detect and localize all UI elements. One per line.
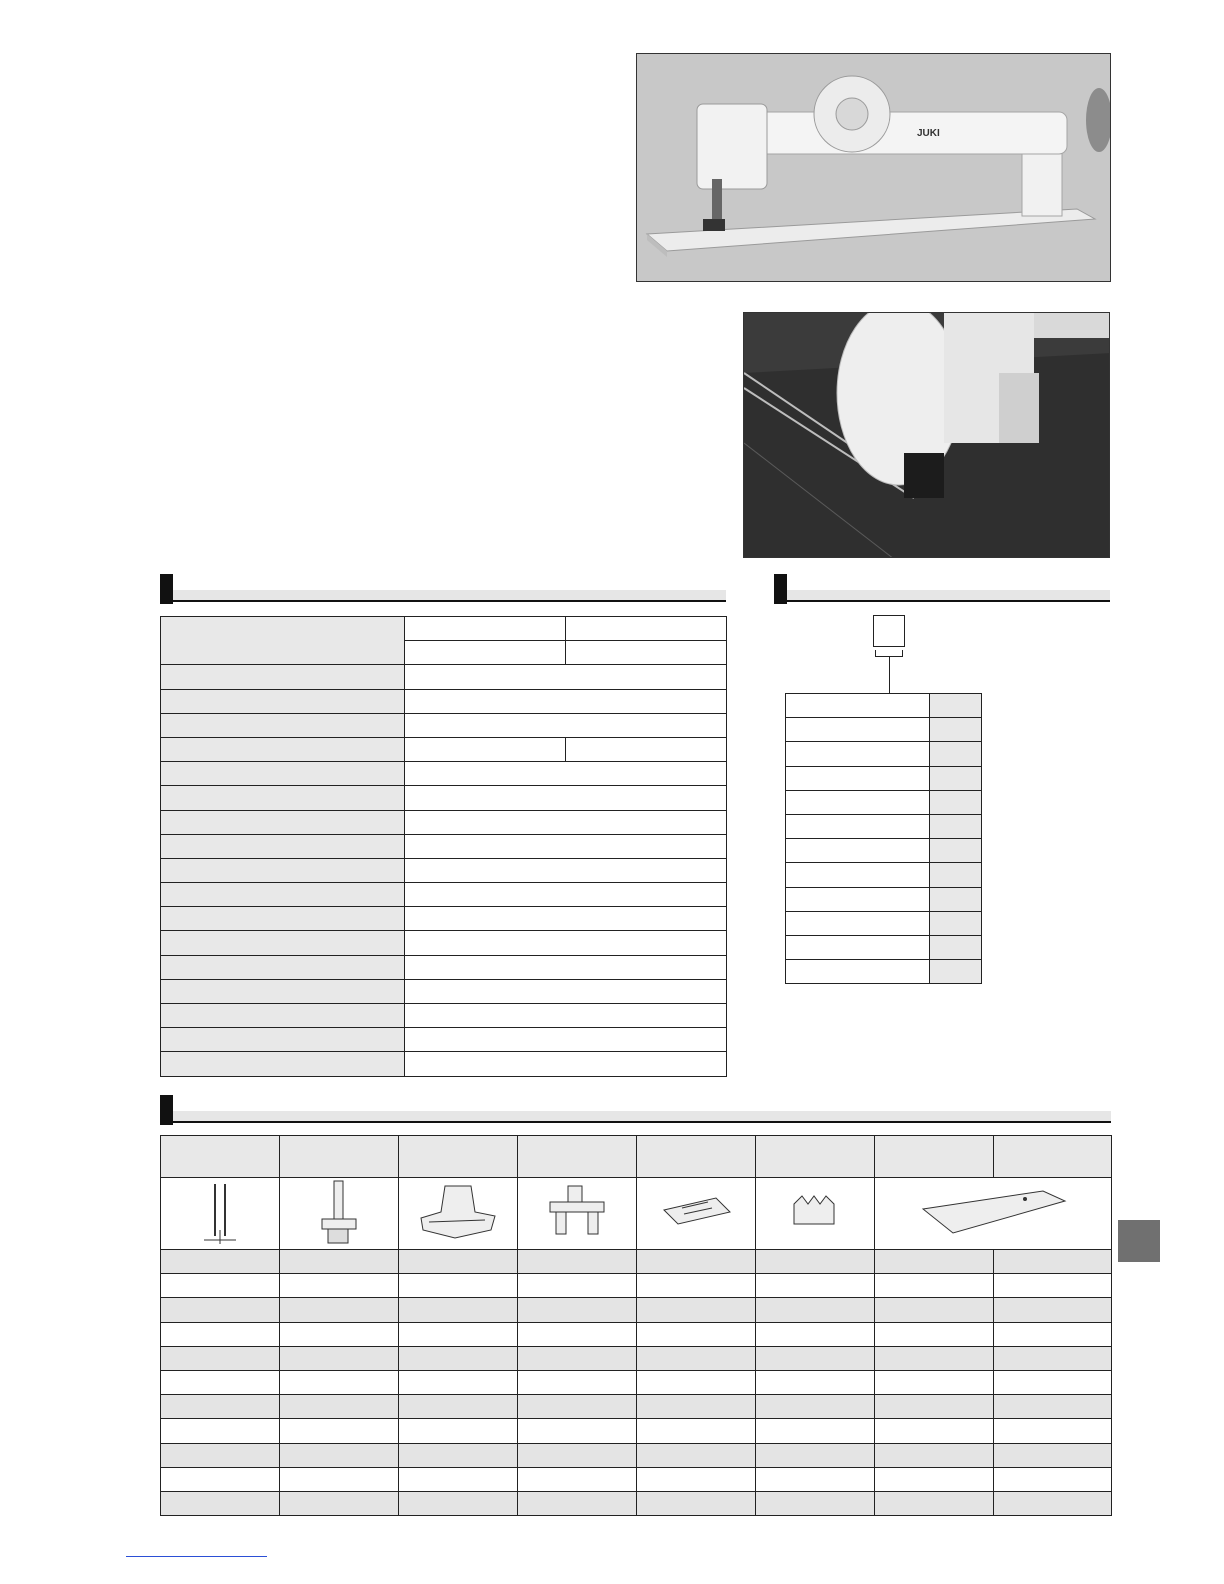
table-cell xyxy=(399,1250,518,1274)
table-cell xyxy=(161,786,405,810)
column-header xyxy=(280,1136,399,1178)
parts-image-row xyxy=(161,1178,1112,1250)
model-code-table xyxy=(785,693,982,984)
table-row xyxy=(786,839,982,863)
table-row xyxy=(786,766,982,790)
table-cell xyxy=(930,863,982,887)
table-row xyxy=(161,810,727,834)
table-cell xyxy=(756,1346,875,1370)
table-row xyxy=(786,694,982,718)
table-cell xyxy=(756,1491,875,1515)
table-cell xyxy=(637,1178,756,1250)
table-cell xyxy=(518,1274,637,1298)
table-cell xyxy=(637,1395,756,1419)
column-header xyxy=(518,1136,637,1178)
table-cell xyxy=(875,1370,994,1394)
table-cell xyxy=(161,810,405,834)
table-row xyxy=(161,617,727,641)
table-row xyxy=(161,907,727,931)
machine-photo xyxy=(636,53,1111,282)
table-cell xyxy=(756,1298,875,1322)
table-cell xyxy=(875,1443,994,1467)
table-cell xyxy=(518,1491,637,1515)
table-row xyxy=(786,911,982,935)
table-row xyxy=(161,1028,727,1052)
table-cell xyxy=(786,718,930,742)
table-cell xyxy=(161,1274,280,1298)
table-row xyxy=(161,1419,1112,1443)
table-cell xyxy=(756,1467,875,1491)
table-cell xyxy=(566,737,727,761)
table-row xyxy=(786,742,982,766)
table-row xyxy=(161,786,727,810)
table-cell xyxy=(399,1178,518,1250)
column-header xyxy=(161,1136,280,1178)
table-cell xyxy=(161,834,405,858)
table-cell xyxy=(280,1346,399,1370)
footer-link[interactable] xyxy=(126,1556,267,1557)
table-cell xyxy=(399,1298,518,1322)
table-cell xyxy=(637,1370,756,1394)
table-cell xyxy=(994,1467,1112,1491)
table-row xyxy=(161,1370,1112,1394)
table-cell xyxy=(405,762,727,786)
table-cell xyxy=(161,1491,280,1515)
table-cell xyxy=(161,1395,280,1419)
table-cell xyxy=(405,1028,727,1052)
presser-bar-icon xyxy=(314,1179,364,1245)
closeup-illustration xyxy=(744,313,1110,558)
table-cell xyxy=(280,1491,399,1515)
table-cell xyxy=(161,883,405,907)
table-row xyxy=(161,1052,727,1076)
table-row xyxy=(161,737,727,761)
table-cell xyxy=(930,935,982,959)
sewing-machine-illustration xyxy=(637,54,1111,282)
table-cell xyxy=(637,1322,756,1346)
model-code-box xyxy=(873,615,905,647)
table-cell xyxy=(518,1370,637,1394)
table-cell xyxy=(930,960,982,984)
table-cell xyxy=(405,737,566,761)
section-marker xyxy=(160,1095,173,1125)
table-cell xyxy=(161,1443,280,1467)
table-cell xyxy=(280,1395,399,1419)
table-cell xyxy=(405,858,727,882)
table-cell xyxy=(875,1298,994,1322)
table-row xyxy=(161,955,727,979)
table-row xyxy=(161,1443,1112,1467)
parts-table xyxy=(160,1135,1112,1516)
table-cell xyxy=(161,737,405,761)
table-cell xyxy=(405,810,727,834)
table-cell xyxy=(161,1467,280,1491)
table-cell xyxy=(930,766,982,790)
table-cell xyxy=(518,1298,637,1322)
table-cell xyxy=(518,1178,637,1250)
table-cell xyxy=(161,665,405,689)
table-cell xyxy=(756,1419,875,1443)
table-header-row xyxy=(161,1136,1112,1178)
column-header xyxy=(875,1136,994,1178)
table-cell xyxy=(875,1419,994,1443)
table-cell xyxy=(994,1298,1112,1322)
table-cell xyxy=(399,1491,518,1515)
table-cell xyxy=(280,1443,399,1467)
table-cell xyxy=(637,1298,756,1322)
table-cell xyxy=(399,1395,518,1419)
table-row xyxy=(786,814,982,838)
table-cell xyxy=(930,911,982,935)
table-cell xyxy=(280,1178,399,1250)
table-cell xyxy=(405,883,727,907)
table-cell xyxy=(399,1322,518,1346)
table-cell xyxy=(280,1298,399,1322)
table-cell xyxy=(161,1178,280,1250)
table-cell xyxy=(756,1274,875,1298)
table-cell xyxy=(930,887,982,911)
table-cell xyxy=(518,1443,637,1467)
table-cell xyxy=(756,1322,875,1346)
table-cell xyxy=(786,814,930,838)
table-cell xyxy=(756,1250,875,1274)
table-row xyxy=(161,1250,1112,1274)
machine-logo: JUKI xyxy=(917,128,940,139)
table-cell xyxy=(994,1491,1112,1515)
table-cell xyxy=(280,1419,399,1443)
table-cell xyxy=(518,1419,637,1443)
table-row xyxy=(161,858,727,882)
table-cell xyxy=(161,1298,280,1322)
table-cell xyxy=(161,762,405,786)
table-cell xyxy=(875,1250,994,1274)
table-cell xyxy=(786,863,930,887)
column-header xyxy=(399,1136,518,1178)
table-row xyxy=(786,790,982,814)
table-row xyxy=(161,1491,1112,1515)
table-cell xyxy=(786,887,930,911)
table-cell xyxy=(405,617,566,641)
table-cell xyxy=(994,1322,1112,1346)
feed-foot-icon xyxy=(542,1182,612,1242)
table-cell xyxy=(399,1370,518,1394)
table-cell xyxy=(161,713,405,737)
table-row xyxy=(161,1004,727,1028)
table-cell xyxy=(786,839,930,863)
throat-plate-icon xyxy=(658,1192,734,1232)
table-row xyxy=(161,665,727,689)
table-cell xyxy=(405,665,727,689)
table-cell xyxy=(786,694,930,718)
table-cell xyxy=(637,1491,756,1515)
column-header xyxy=(637,1136,756,1178)
table-cell xyxy=(930,694,982,718)
table-cell xyxy=(161,979,405,1003)
table-cell xyxy=(405,786,727,810)
table-row xyxy=(786,718,982,742)
table-cell xyxy=(637,1443,756,1467)
table-row xyxy=(161,689,727,713)
table-row xyxy=(161,834,727,858)
table-cell xyxy=(786,960,930,984)
table-cell xyxy=(637,1274,756,1298)
table-row xyxy=(161,1346,1112,1370)
table-cell xyxy=(518,1322,637,1346)
table-cell xyxy=(405,979,727,1003)
table-row xyxy=(161,979,727,1003)
table-cell xyxy=(994,1250,1112,1274)
table-cell xyxy=(566,641,727,665)
table-cell xyxy=(930,790,982,814)
table-cell xyxy=(756,1370,875,1394)
table-cell xyxy=(786,742,930,766)
table-cell xyxy=(399,1467,518,1491)
needle-icon xyxy=(200,1180,240,1244)
model-section-header xyxy=(774,574,1110,604)
closeup-photo xyxy=(743,312,1110,558)
table-cell xyxy=(161,907,405,931)
table-cell xyxy=(405,1004,727,1028)
table-cell xyxy=(875,1467,994,1491)
model-code-bracket xyxy=(875,650,903,657)
table-cell xyxy=(637,1467,756,1491)
table-row xyxy=(786,935,982,959)
table-cell xyxy=(875,1322,994,1346)
table-row xyxy=(786,863,982,887)
page-side-tab xyxy=(1118,1220,1160,1262)
section-bar xyxy=(173,590,726,602)
slide-plate-icon xyxy=(913,1185,1073,1239)
table-row xyxy=(161,1298,1112,1322)
table-row xyxy=(161,1395,1112,1419)
table-cell xyxy=(637,1346,756,1370)
table-cell xyxy=(399,1419,518,1443)
table-cell xyxy=(637,1250,756,1274)
table-row xyxy=(161,762,727,786)
table-cell xyxy=(994,1419,1112,1443)
specifications-table xyxy=(160,616,727,1077)
table-cell xyxy=(994,1395,1112,1419)
table-row xyxy=(161,883,727,907)
table-cell xyxy=(756,1443,875,1467)
table-cell xyxy=(637,1419,756,1443)
table-cell xyxy=(994,1443,1112,1467)
table-cell xyxy=(161,1052,405,1076)
table-cell xyxy=(930,742,982,766)
table-cell xyxy=(786,766,930,790)
table-cell xyxy=(161,689,405,713)
table-cell xyxy=(405,931,727,955)
table-cell xyxy=(756,1178,875,1250)
table-row xyxy=(161,713,727,737)
table-cell xyxy=(405,713,727,737)
column-header xyxy=(994,1136,1112,1178)
table-cell xyxy=(405,689,727,713)
table-cell xyxy=(875,1178,1112,1250)
table-cell xyxy=(930,718,982,742)
table-cell xyxy=(786,911,930,935)
table-cell xyxy=(405,1052,727,1076)
table-cell xyxy=(786,935,930,959)
table-cell xyxy=(875,1491,994,1515)
table-cell xyxy=(518,1346,637,1370)
table-cell xyxy=(161,617,405,665)
table-row xyxy=(161,1467,1112,1491)
table-cell xyxy=(405,955,727,979)
table-cell xyxy=(161,1250,280,1274)
table-cell xyxy=(161,1028,405,1052)
table-cell xyxy=(930,814,982,838)
table-row xyxy=(161,931,727,955)
parts-section-header xyxy=(160,1095,1111,1125)
section-bar xyxy=(787,590,1110,602)
table-cell xyxy=(518,1395,637,1419)
table-cell xyxy=(280,1370,399,1394)
table-cell xyxy=(756,1395,875,1419)
presser-foot-icon xyxy=(415,1182,501,1242)
connector-line xyxy=(889,657,890,693)
table-cell xyxy=(875,1274,994,1298)
table-cell xyxy=(875,1346,994,1370)
table-row xyxy=(786,887,982,911)
table-cell xyxy=(161,858,405,882)
table-cell xyxy=(994,1370,1112,1394)
table-row xyxy=(161,1274,1112,1298)
table-cell xyxy=(161,1370,280,1394)
table-cell xyxy=(994,1346,1112,1370)
table-row xyxy=(161,1322,1112,1346)
table-cell xyxy=(566,617,727,641)
section-marker xyxy=(774,574,787,604)
table-cell xyxy=(161,955,405,979)
table-cell xyxy=(405,834,727,858)
table-cell xyxy=(786,790,930,814)
table-cell xyxy=(875,1395,994,1419)
section-marker xyxy=(160,574,173,604)
table-cell xyxy=(518,1467,637,1491)
table-cell xyxy=(280,1274,399,1298)
table-cell xyxy=(280,1467,399,1491)
table-cell xyxy=(994,1274,1112,1298)
table-cell xyxy=(405,641,566,665)
table-row xyxy=(786,960,982,984)
table-cell xyxy=(930,839,982,863)
table-cell xyxy=(280,1322,399,1346)
table-cell xyxy=(161,1322,280,1346)
table-cell xyxy=(161,1346,280,1370)
column-header xyxy=(756,1136,875,1178)
table-cell xyxy=(280,1250,399,1274)
section-bar xyxy=(173,1111,1111,1123)
table-cell xyxy=(399,1443,518,1467)
table-cell xyxy=(161,1004,405,1028)
table-cell xyxy=(161,1419,280,1443)
specifications-section-header xyxy=(160,574,726,604)
table-cell xyxy=(405,907,727,931)
feed-dog-icon xyxy=(788,1190,842,1234)
table-cell xyxy=(518,1250,637,1274)
table-cell xyxy=(399,1274,518,1298)
table-cell xyxy=(399,1346,518,1370)
table-cell xyxy=(161,931,405,955)
